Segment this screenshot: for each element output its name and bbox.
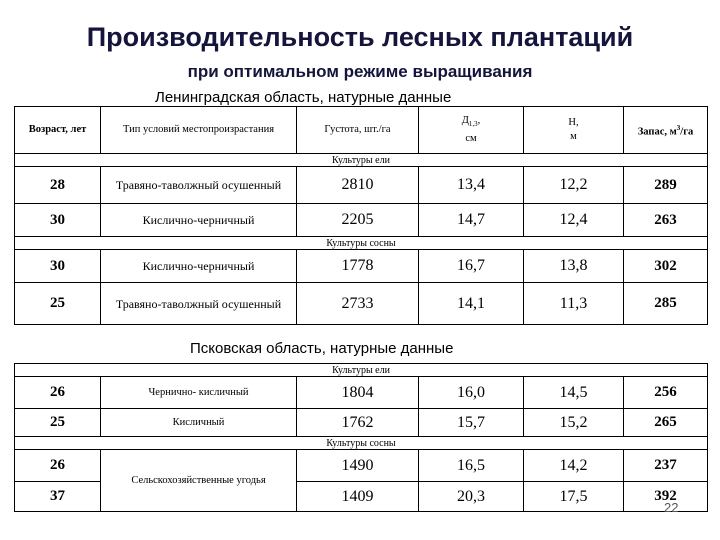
cell-type: Травяно-таволжный осушенный — [101, 283, 297, 325]
header-row — [15, 107, 708, 154]
cell-stock: 392 — [624, 482, 708, 512]
cell-height: 12,4 — [524, 204, 624, 237]
cell-diameter: 16,5 — [419, 450, 524, 482]
region-heading-leningrad: Ленинградская область, натурные данные — [155, 89, 452, 106]
section-label-pine: Культуры сосны — [15, 437, 708, 450]
cell-density: 1762 — [297, 409, 419, 437]
cell-type: Кислично-черничный — [101, 204, 297, 237]
cell-type: Кисличный — [101, 409, 297, 437]
table-row — [15, 167, 708, 204]
table-row — [15, 250, 708, 283]
cell-diameter: 15,7 — [419, 409, 524, 437]
height-unit: м — [570, 131, 577, 142]
stock-label: Запас, м — [637, 126, 677, 138]
header-height — [524, 107, 624, 154]
cell-age: 25 — [15, 409, 101, 437]
cell-diameter: 14,1 — [419, 283, 524, 325]
page-title: Производительность лесных плантаций — [86, 22, 634, 52]
cell-age: 25 — [15, 283, 101, 325]
section-row — [15, 237, 708, 250]
cell-height: 11,3 — [524, 283, 624, 325]
header-stock — [624, 107, 708, 154]
pskov-table — [14, 363, 708, 512]
cell-density: 1804 — [297, 377, 419, 409]
cell-diameter: 16,7 — [419, 250, 524, 283]
cell-age: 26 — [15, 377, 101, 409]
cell-height: 15,2 — [524, 409, 624, 437]
section-row — [15, 364, 708, 377]
cell-age: 28 — [15, 167, 101, 204]
cell-stock: 289 — [624, 167, 708, 204]
header-type: Тип условий местопроизрастания — [101, 107, 297, 154]
page-subtitle: при оптимальном режиме выращивания — [187, 62, 533, 81]
section-row — [15, 154, 708, 167]
diameter-label: Д — [461, 115, 469, 127]
cell-age: 37 — [15, 482, 101, 512]
cell-stock: 237 — [624, 450, 708, 482]
cell-stock: 256 — [624, 377, 708, 409]
cell-stock: 265 — [624, 409, 708, 437]
cell-stock: 285 — [624, 283, 708, 325]
section-label-spruce: Культуры ели — [15, 154, 708, 167]
cell-height: 14,2 — [524, 450, 624, 482]
cell-age: 26 — [15, 450, 101, 482]
cell-type: Кислично-черничный — [101, 250, 297, 283]
cell-diameter: 16,0 — [419, 377, 524, 409]
section-row — [15, 437, 708, 450]
cell-diameter: 13,4 — [419, 167, 524, 204]
cell-age: 30 — [15, 250, 101, 283]
page-number: 22 — [664, 500, 679, 515]
region-heading-pskov: Псковская область, натурные данные — [190, 340, 454, 357]
cell-type: Сельскохозяйственные угодья — [101, 450, 297, 512]
cell-density: 1490 — [297, 450, 419, 482]
section-label-pine: Культуры сосны — [15, 237, 708, 250]
header-age: Возраст, лет — [15, 107, 101, 154]
diameter-subscript: 1,3 — [468, 120, 478, 129]
cell-diameter: 20,3 — [419, 482, 524, 512]
cell-stock: 302 — [624, 250, 708, 283]
cell-height: 17,5 — [524, 482, 624, 512]
cell-density: 2205 — [297, 204, 419, 237]
header-density: Густота, шт./га — [297, 107, 419, 154]
table-row — [15, 283, 708, 325]
section-label-spruce: Культуры ели — [15, 364, 708, 377]
stock-superscript: 3 — [676, 123, 681, 132]
leningrad-table — [14, 106, 708, 325]
diameter-unit: см — [465, 132, 477, 144]
cell-height: 13,8 — [524, 250, 624, 283]
cell-density: 2733 — [297, 283, 419, 325]
table-row — [15, 204, 708, 237]
table-row — [15, 409, 708, 437]
cell-type: Чернично- кисличный — [101, 377, 297, 409]
cell-diameter: 14,7 — [419, 204, 524, 237]
table-row — [15, 450, 708, 482]
cell-height: 12,2 — [524, 167, 624, 204]
table-row — [15, 377, 708, 409]
height-label: Н, — [568, 117, 579, 128]
cell-density: 1778 — [297, 250, 419, 283]
header-diameter: $Д_{1,3}$, см — [419, 107, 524, 154]
cell-density: 2810 — [297, 167, 419, 204]
cell-density: 1409 — [297, 482, 419, 512]
cell-height: 14,5 — [524, 377, 624, 409]
cell-stock: 263 — [624, 204, 708, 237]
stock-unit: /га — [680, 126, 694, 138]
cell-type: Травяно-таволжный осушенный — [101, 167, 297, 204]
cell-age: 30 — [15, 204, 101, 237]
